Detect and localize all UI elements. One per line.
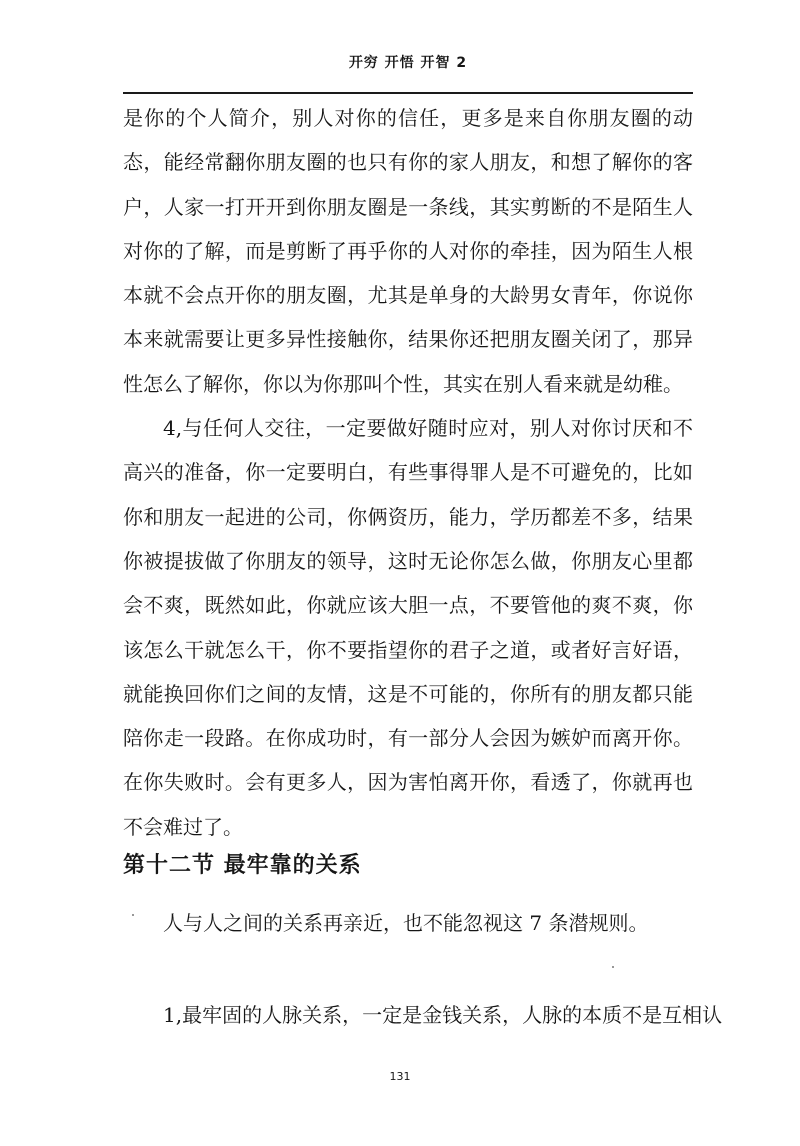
scan-speck bbox=[132, 914, 134, 916]
header-rule bbox=[123, 92, 693, 94]
paragraph-2: 4,与任何人交往，一定要做好随时应对，别人对你讨厌和不高兴的准备，你一定要明白，有些事得罪人是不可避免的，比如你和朋友一起进的公司，你俩资历，能力，学历都差不多，结果你被提拔做了你朋友的领导，这时无论你怎么做，你朋友心里都会不爽，既然如此，你就应该大胆一点，不要管他的爽不爽，你该怎么干就怎么干，你不要指望你的君子之道，或者好言好语，就能换回你们之间的友情，这是不可能的，你所有的朋友都只能陪你走一段路。在你成功时，有一部分人会因为嫉妒而离开你。在你失败时。会有更多人，因为害怕离开你，看透了，你就再也不会难过了。 bbox=[123, 416, 693, 839]
scan-speck bbox=[612, 966, 614, 968]
paragraph-1: 是你的个人简介，别人对你的信任，更多是来自你朋友圈的动态，能经常翻你朋友圈的也只有你的家人朋友，和想了解你的客户，人家一打开开到你朋友圈是一条线，其实剪断的不是陌生人对你的了解，而是剪断了再乎你的人对你的牵挂，因为陌生人根本就不会点开你的朋友圈，尤其是单身的大龄男女青年，你说你本来就需要让更多异性接触你，结果你还把朋友圈关闭了，那异性怎么了解你，你以为你那叫个性，其实在别人看来就是幼稚。 bbox=[123, 106, 693, 396]
section-intro: 人与人之间的关系再亲近，也不能忽视这 7 条潜规则。 bbox=[163, 911, 649, 935]
section-point-1: 1,最牢固的人脉关系，一定是金钱关系，人脉的本质不是互相认 bbox=[163, 1003, 723, 1027]
page-number: 131 bbox=[389, 1070, 411, 1083]
section-heading: 第十二节 最牢靠的关系 bbox=[123, 853, 362, 878]
running-header: 开穷 开悟 开智 2 bbox=[348, 55, 468, 71]
body-text bbox=[123, 96, 693, 849]
